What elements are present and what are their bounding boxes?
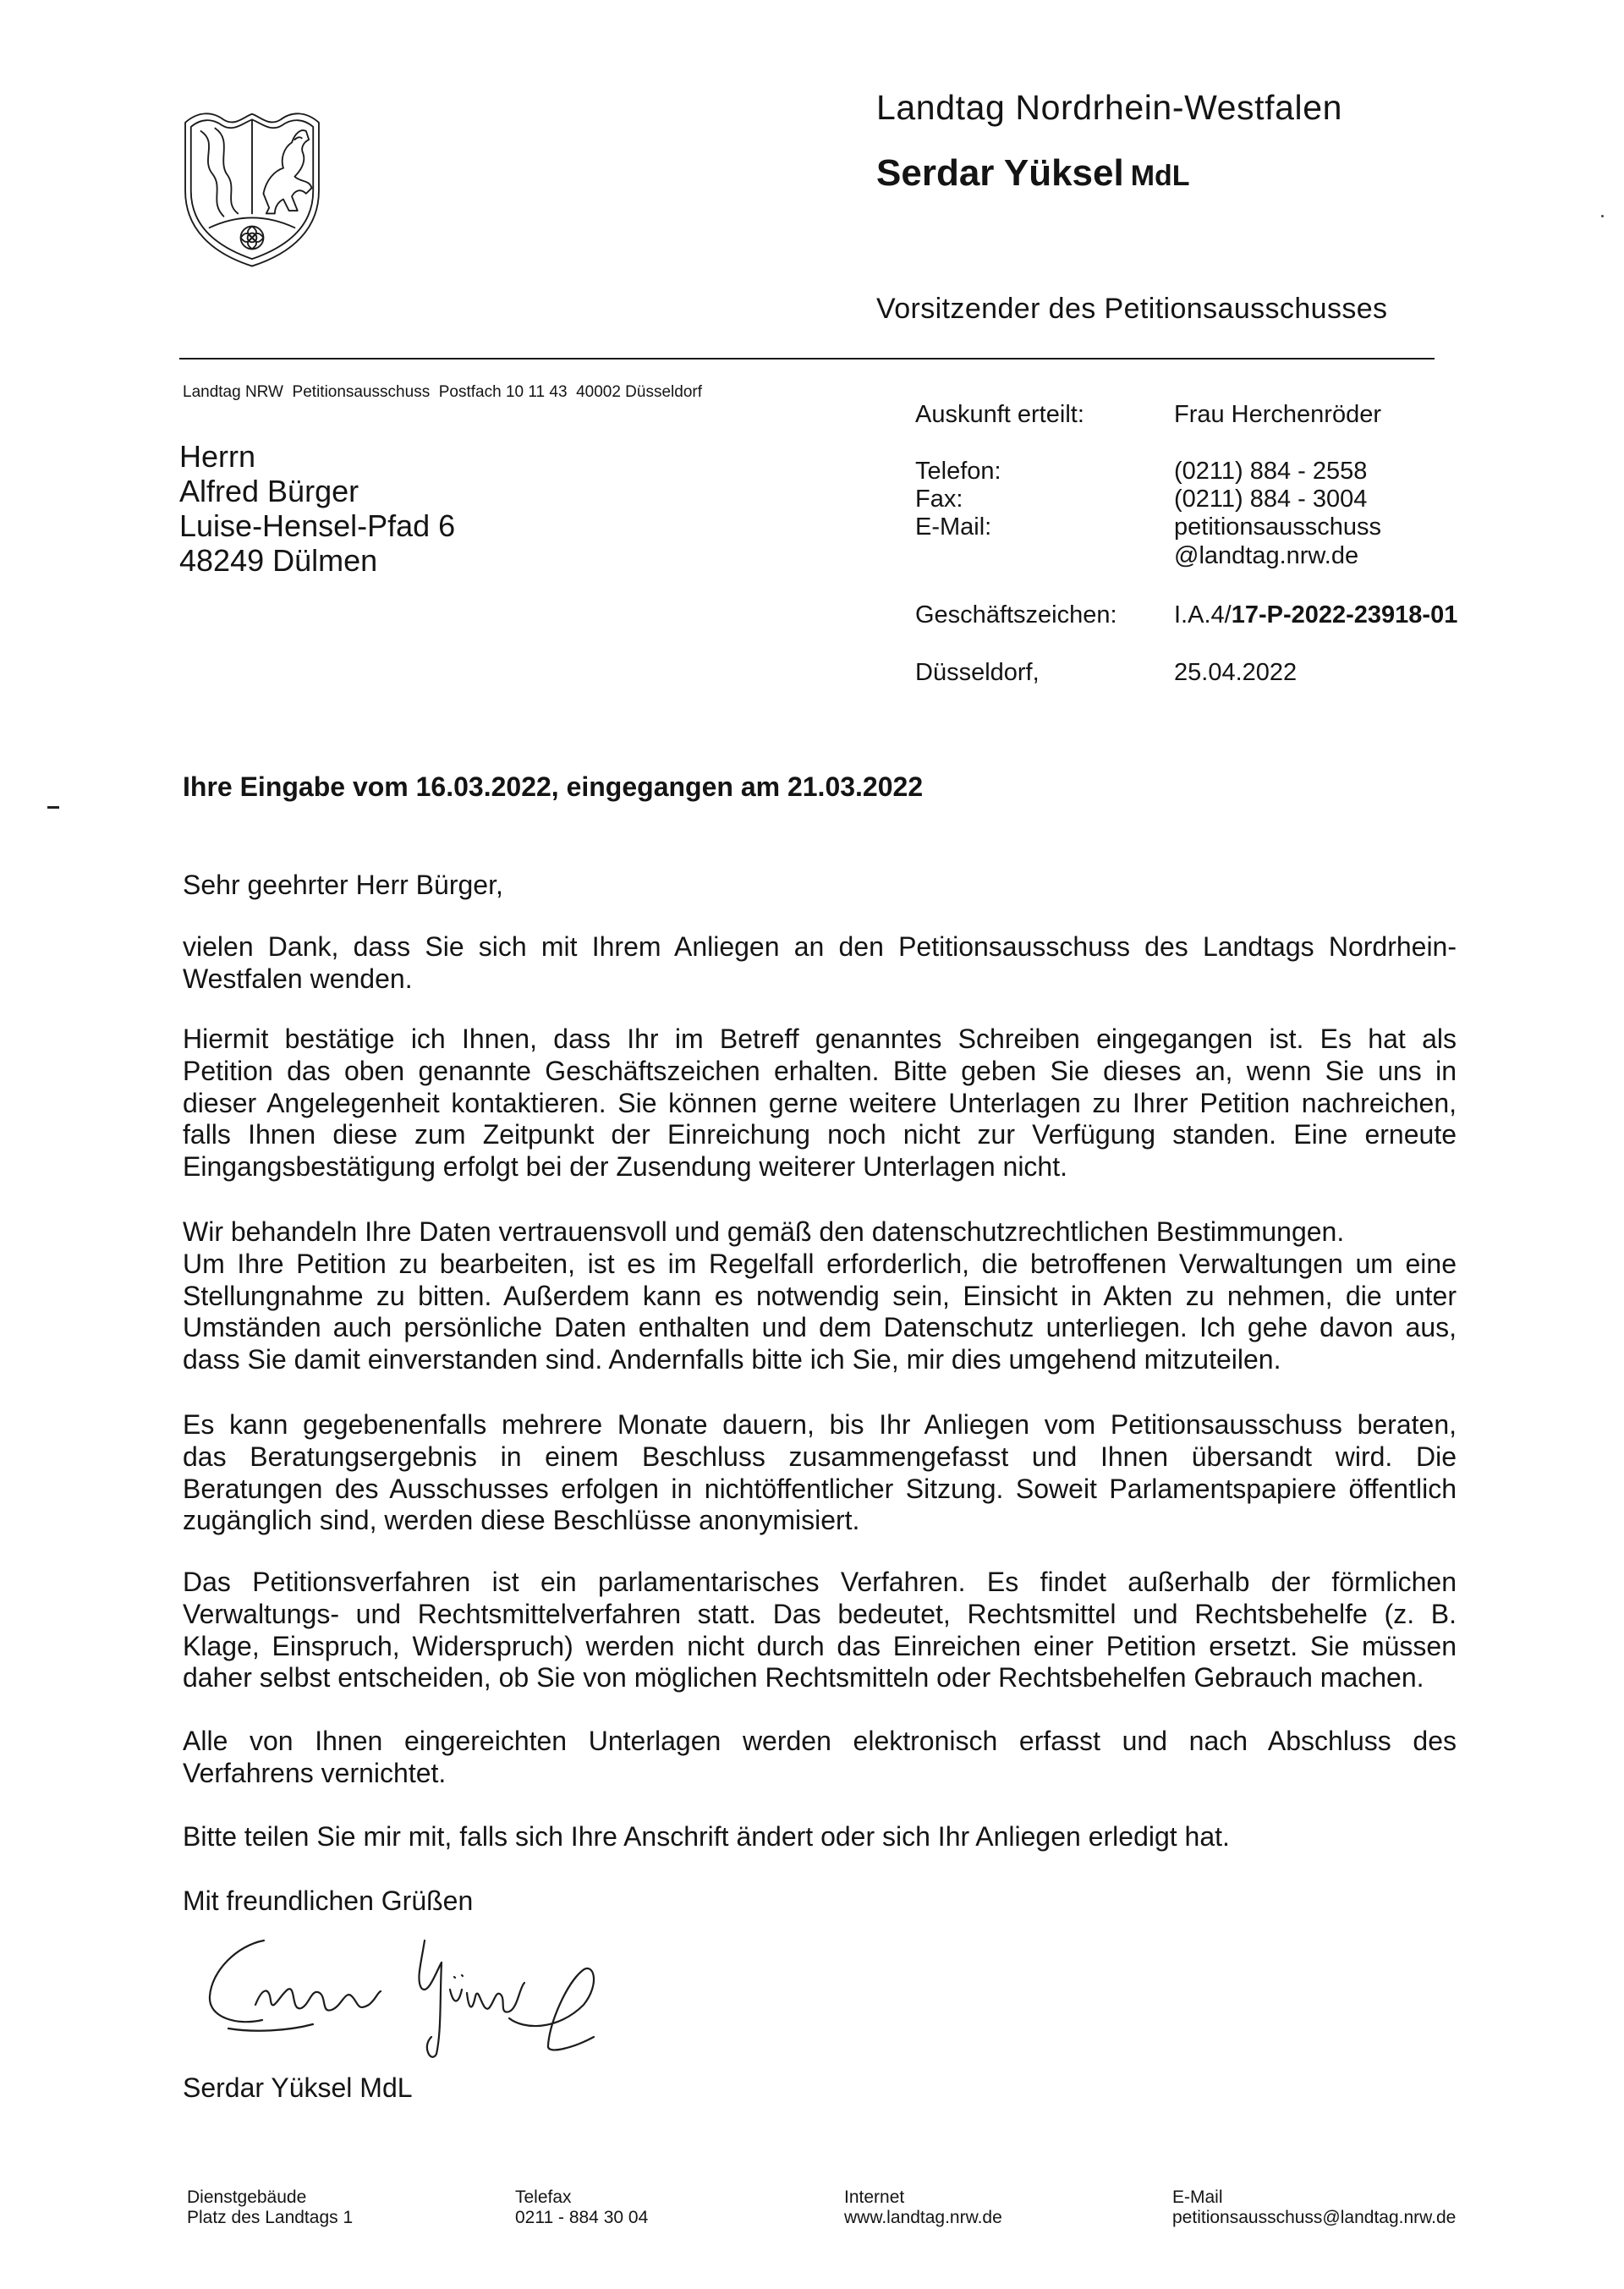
signatory-name: Serdar Yüksel MdL xyxy=(183,2072,413,2103)
header-divider xyxy=(179,358,1435,360)
recipient-salutation: Herrn xyxy=(179,439,256,474)
paragraph-line: Eingangsbestätigung erfolgt bei der Zusendung weiterer Unterlagen nicht. xyxy=(183,1151,1067,1183)
paragraph-line: Verfahrens vernichtet. xyxy=(183,1757,447,1788)
paragraph-line: falls Ihnen diese zum Zeitpunkt der Einreichung noch nicht zur Verfügung standen. Eine erneute xyxy=(183,1119,1457,1150)
footer-email xyxy=(1172,2187,1456,2228)
paragraph-line: das Beratungsergebnis in einem Beschluss zusammengefasst und Ihnen übersandt wird. Die xyxy=(183,1441,1457,1472)
closing-text: Mit freundlichen Grüßen xyxy=(183,1886,474,1916)
paragraph-line: vielen Dank, dass Sie sich mit Ihrem Anliegen an den Petitionsausschuss des Landtags Nordrhein- xyxy=(183,931,1457,962)
rose-emblem xyxy=(241,227,264,250)
footer-label: Telefax xyxy=(515,2187,572,2207)
footer-value: Platz des Landtags 1 xyxy=(187,2208,354,2227)
footer-value: 0211 - 884 30 04 xyxy=(515,2208,649,2227)
salutation xyxy=(183,870,1457,902)
paragraph xyxy=(183,1726,1457,1790)
paragraph-line: Verwaltungs- und Rechtsmittelverfahren statt. Das bedeutet, Rechtsmittel und Rechtsbehelfe (z. B. xyxy=(183,1598,1457,1629)
fax-label: Fax: xyxy=(915,486,963,513)
contact-label: Auskunft erteilt: xyxy=(915,401,1084,428)
salutation-text: Sehr geehrter Herr Bürger, xyxy=(183,870,503,900)
footer-label: E-Mail xyxy=(1172,2187,1223,2207)
signatory xyxy=(183,2072,1457,2105)
footer-value: www.landtag.nrw.de xyxy=(844,2208,1002,2227)
river-band xyxy=(201,129,239,217)
paragraph-line: Bitte teilen Sie mir mit, falls sich Ihre Anschrift ändert oder sich Ihr Anliegen erledigt hat. xyxy=(183,1821,1230,1852)
reference-number: 17-P-2022-23918-01 xyxy=(1231,601,1458,629)
paragraph-line: Wir behandeln Ihre Daten vertrauensvoll und gemäß den datenschutzrechtlichen Bestimmungen. xyxy=(183,1216,1345,1247)
paragraph xyxy=(183,1024,1457,1183)
paragraph-line: Klage, Einspruch, Widerspruch) werden nicht durch das Einreichen einer Petition ersetzt. Sie müssen xyxy=(183,1630,1457,1661)
sender-role: Vorsitzender des Petitionsausschusses xyxy=(876,293,1388,325)
sender-heading xyxy=(876,151,1190,205)
horse-emblem xyxy=(263,130,311,213)
footer-value: petitionsausschuss@landtag.nrw.de xyxy=(1172,2208,1457,2227)
footer-label: Dienstgebäude xyxy=(187,2187,307,2207)
paragraph xyxy=(183,1409,1457,1537)
footer-building xyxy=(187,2187,353,2228)
paragraph-line: zugänglich sind, werden diese Beschlüsse anonymisiert. xyxy=(183,1505,860,1536)
paragraph-line: Umständen auch persönliche Daten enthalten und dem Datenschutz unterliegen. Ich gehe davon aus, xyxy=(183,1312,1457,1343)
paragraph-line: dieser Angelegenheit kontaktieren. Sie können gerne weitere Unterlagen zu Ihrer Petition nachreichen, xyxy=(183,1087,1457,1118)
phone-value: (0211) 884 - 2558 xyxy=(1174,458,1368,485)
paragraph-line: Es kann gegebenenfalls mehrere Monate dauern, bis Ihr Anliegen vom Petitionsausschuss beraten, xyxy=(183,1409,1457,1440)
paragraph-line: Das Petitionsverfahren ist ein parlamentarisches Verfahren. Es findet außerhalb der förmlichen xyxy=(183,1567,1457,1597)
subject-line: Ihre Eingabe vom 16.03.2022, eingegangen am 21.03.2022 xyxy=(183,771,924,802)
return-address: Landtag NRW Petitionsausschuss Postfach 10 11 43 40002 Düsseldorf xyxy=(183,383,702,401)
signature xyxy=(203,1937,605,2064)
paragraph xyxy=(183,1567,1457,1694)
coat-of-arms-logo xyxy=(181,108,323,269)
email-label: E-Mail: xyxy=(915,513,992,541)
footer-fax xyxy=(515,2187,648,2228)
phone-label: Telefon: xyxy=(915,458,1001,485)
closing xyxy=(183,1886,1457,1918)
email-value-line2: @landtag.nrw.de xyxy=(1174,542,1359,569)
recipient-city: 48249 Dülmen xyxy=(179,543,378,578)
letter-date: 25.04.2022 xyxy=(1174,659,1298,686)
paragraph xyxy=(183,931,1457,996)
contact-value: Frau Herchenröder xyxy=(1174,401,1381,428)
sender-suffix: MdL xyxy=(1130,160,1190,192)
paragraph-line: Stellungnahme zu bitten. Außerdem kann es notwendig sein, Einsicht in Akten zu nehmen, die unter xyxy=(183,1280,1457,1311)
paragraph-line: Um Ihre Petition zu bearbeiten, ist es im Regelfall erforderlich, die betroffenen Verwaltungen um eine xyxy=(183,1248,1457,1279)
paragraph-line: daher selbst entscheiden, ob Sie von möglichen Rechtsmitteln oder Rechtsbehelfen Gebrauch machen. xyxy=(183,1662,1424,1693)
paragraph-line: Hiermit bestätige ich Ihnen, dass Ihr im Betreff genanntes Schreiben eingegangen ist. Es hat als xyxy=(183,1024,1457,1054)
reference-label: Geschäftszeichen: xyxy=(915,601,1117,629)
place-label: Düsseldorf, xyxy=(915,659,1040,686)
organization-name: Landtag Nordrhein-Westfalen xyxy=(876,88,1343,127)
recipient-street: Luise-Hensel-Pfad 6 xyxy=(179,508,456,543)
email-value-line1: petitionsausschuss xyxy=(1174,513,1382,541)
recipient-address xyxy=(179,439,455,578)
reference-prefix: I.A.4/ xyxy=(1174,601,1232,629)
paragraph-line: Westfalen wenden. xyxy=(183,963,413,994)
reference-value xyxy=(1174,601,1457,629)
paragraph-line: Beratungen des Ausschusses erfolgen in nichtöffentlicher Sitzung. Soweit Parlamentspapiere öffentlich xyxy=(183,1473,1457,1504)
sender-name: Serdar Yüksel xyxy=(876,152,1124,194)
paragraph-line: dass Sie damit einverstanden sind. Andernfalls bitte ich Sie, mir dies umgehend mitzuteilen. xyxy=(183,1344,1281,1375)
footer-label: Internet xyxy=(844,2187,905,2207)
footer-internet xyxy=(844,2187,1002,2228)
recipient-name: Alfred Bürger xyxy=(179,474,359,508)
paragraph xyxy=(183,1216,1457,1376)
paragraph-line: Alle von Ihnen eingereichten Unterlagen werden elektronisch erfasst und nach Abschluss des xyxy=(183,1726,1457,1756)
paragraph-line: Petition das oben genannte Geschäftszeichen erhalten. Bitte geben Sie dieses an, wenn Sie uns in xyxy=(183,1055,1457,1086)
fold-mark xyxy=(47,806,59,809)
scan-speck xyxy=(1601,215,1604,217)
paragraph xyxy=(183,1821,1457,1853)
fax-value: (0211) 884 - 3004 xyxy=(1174,486,1368,513)
